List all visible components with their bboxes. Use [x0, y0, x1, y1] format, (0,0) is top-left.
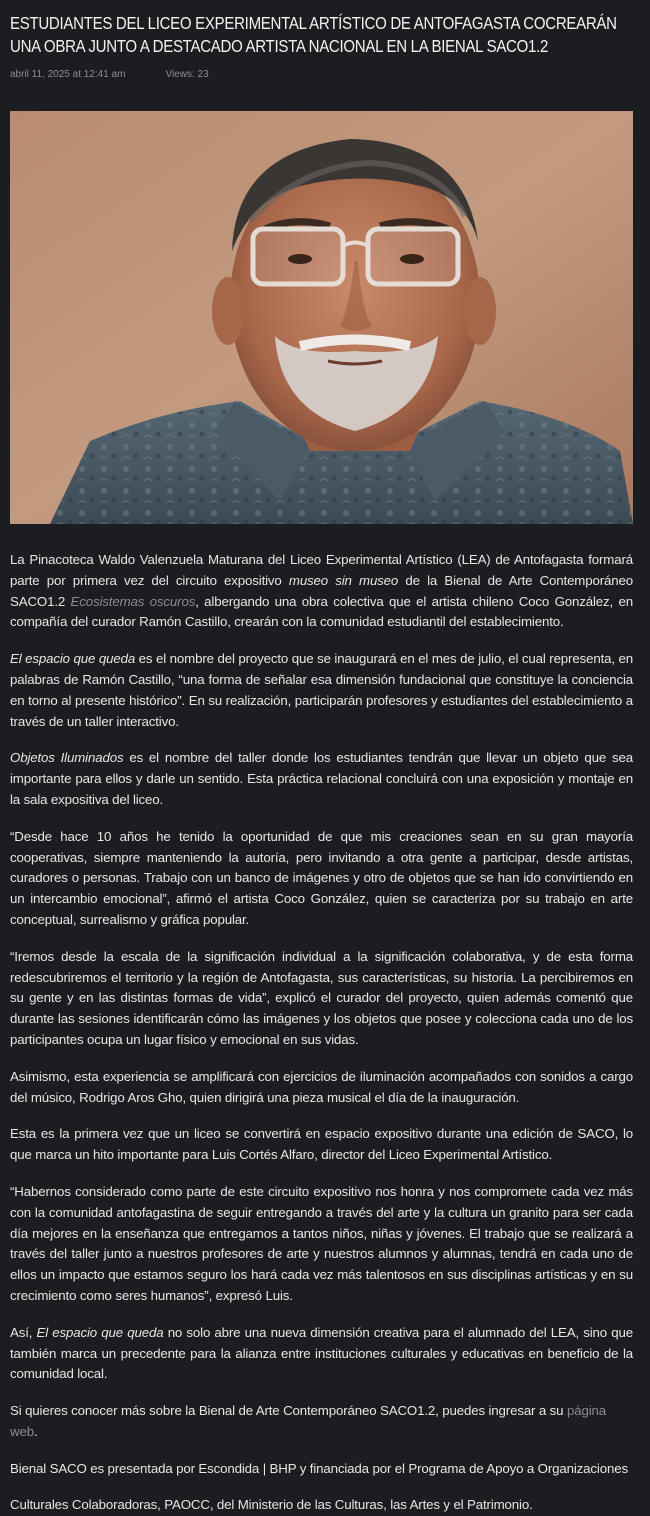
paragraph: “Desde hace 10 años he tenido la oportunidad de que mis creaciones sean en su gran mayoría cooperativas, siempre manteniendo la autoría, pero invitando a otra gente a participar, desde artistas, curadores o personas. Trabajo con un banco de imágenes y otro de objetos que se han ido convirtiendo en un intercambio emocional”, afirmó el artista Coco González, quien se caracteriza por su trabajo en arte conceptual, surrealismo y gráfica popular. [10, 828, 633, 927]
paragraph: Asimismo, esta experiencia se amplificará con ejercicios de iluminación acompañados con sonidos a cargo del músico, Rodrigo Aros Gho, quien dirigirá una pieza musical el día de la inauguración. [10, 1068, 633, 1105]
paragraph: Esta es la primera vez que un liceo se convertirá en espacio expositivo durante una edición de SACO, lo que marca un hito importante para Luis Cortés Alfaro, director del Liceo Experimental Artístico. [10, 1126, 633, 1163]
emphasis-text: El espacio que queda [10, 651, 136, 667]
paragraph-text: es el nombre del proyecto que se inaugurará en el mes de julio, el cual representa, en palabras de Ramón Castillo, “una forma de señalar esa dimensión fundacional que constituye la conciencia en torno al presente histórico”. En su realización, participarán profesores y estudiantes del establecimiento a través de un taller interactivo. [10, 651, 633, 729]
paragraph-text: Así, [10, 1324, 37, 1340]
emphasis-text: museo sin museo [288, 572, 399, 588]
article-body [10, 550, 633, 1516]
paragraph: Culturales Colaboradoras, PAOCC, del Ministerio de las Culturas, las Artes y el Patrimonio. [10, 1497, 533, 1513]
paragraph-text: es el nombre del taller donde los estudiantes tendrán que llevar un objeto que sea importante para ellos y darle un sentido. Esta práctica relacional concluirá con una exposición y montaje en la sala expositiva del liceo. [10, 750, 633, 807]
article-views: Views: 23 [165, 69, 209, 80]
paragraph [10, 748, 633, 810]
paragraph: “Iremos desde la escala de la significación individual a la significación colaborativa, y de esta forma redescubriremos el territorio y la región de Antofagasta, sus características, su historia. La percibiremos en su gente y en las distintas formas de vida”, explicó el curador del proyecto, quien además comentó que durante las sesiones identificarán cómo las imágenes y los objetos que posee y colecciona cada uno de los participantes ocupa un lugar físico y emocional en sus vidas. [10, 948, 633, 1047]
paragraph [10, 1323, 633, 1385]
paragraph-text: . [33, 1423, 38, 1439]
article-title: ESTUDIANTES DEL LICEO EXPERIMENTAL ARTÍSTICO DE ANTOFAGASTA COCREARÁN UNA OBRA JUNTO A DESTACADO ARTISTA NACIONAL EN LA BIENAL SACO1.2 [10, 13, 617, 56]
paragraph-text: La Pinacoteca Waldo Valenzuela Maturana del Liceo Experimental Artístico (LEA) de Antofagasta formará parte por primera vez del circuito expositivo [10, 552, 633, 588]
paragraph-text: no solo abre una nueva dimensión creativa para el alumnado del LEA, sino que también marca un precedente para la alianza entre instituciones culturales y educativas en beneficio de la comunidad local. [10, 1324, 633, 1382]
paragraph-text: , albergando una obra colectiva que el artista chileno Coco González, en compañía del curador Ramón Castillo, crearán con la comunidad estudiantil del establecimiento. [10, 593, 633, 630]
article-date: abril 11, 2025 at 12:41 am [10, 69, 126, 80]
ecosistemas-oscuros-link[interactable]: Ecosistemas oscuros [70, 593, 196, 609]
paragraph-text: de la Bienal de Arte Contemporáneo SACO1.2 [10, 572, 633, 609]
paragraph: “Habernos considerado como parte de este circuito expositivo nos honra y nos compromete cada vez más con la comunidad antofagastina de seguir entregando a través del arte y la cultura un granito para ser cada día mejores en la enseñanza que entregamos a tantos niños, niñas y jóvenes. El trabajo que se realizará a través del taller junto a nuestros profesores de arte y nuestros alumnos y alumnas, tendrá en cada uno de ellos un impacto que estamos seguro los hará cada vez más talentosos en sus disciplinas artísticas y en su crecimiento como seres humanos”, expresó Luis. [10, 1183, 633, 1303]
paragraph [10, 1401, 633, 1443]
emphasis-text: El espacio que queda [36, 1324, 164, 1340]
emphasis-text: Objetos Iluminados [10, 750, 124, 766]
portrait-photo [10, 111, 633, 524]
web-page-link[interactable]: página web [10, 1403, 606, 1439]
paragraph [10, 649, 633, 732]
paragraph-text: Si quieres conocer más sobre la Bienal de Arte Contemporáneo SACO1.2, puedes ingresar a su [10, 1403, 567, 1419]
article-meta [10, 69, 633, 83]
paragraph [10, 550, 633, 633]
paragraph: Bienal SACO es presentada por Escondida | BHP y financiada por el Programa de Apoyo a Organizaciones [10, 1460, 628, 1476]
